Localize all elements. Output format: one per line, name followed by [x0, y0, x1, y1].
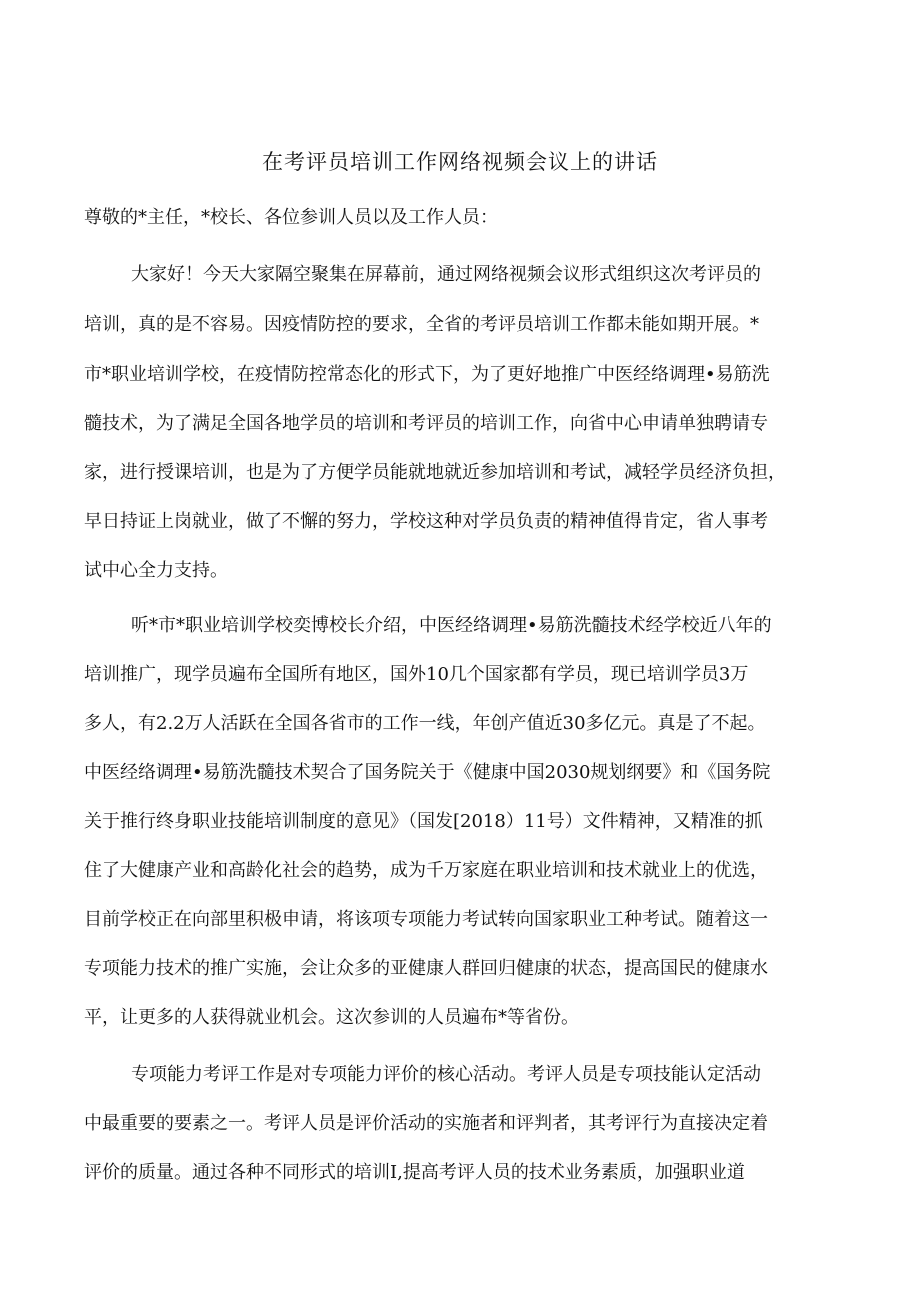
paragraph-1-line: 大家好！今天大家隔空聚集在屏幕前，通过网络视频会议形式组织这次考评员的 — [131, 264, 761, 285]
paragraph-2-line: 平，让更多的人获得就业机会。这次参训的人员遍布*等省份。 — [84, 1007, 579, 1028]
paragraph-1-line: 髓技术，为了满足全国各地学员的培训和考评员的培训工作，向省中心申请单独聘请专 — [84, 413, 768, 434]
paragraph-2-line: 培训推广，现学员遍布全国所有地区，国外10几个国家都有学员，现已培训学员3万 — [84, 664, 749, 685]
paragraph-2-line: 中医经络调理•易筋洗髓技术契合了国务院关于《健康中国2030规划纲要》和《国务院 — [84, 762, 771, 783]
paragraph-3-line: 专项能力考评工作是对专项能力评价的核心活动。考评人员是专项技能认定活动 — [131, 1064, 761, 1085]
paragraph-2-line: 听*市*职业培训学校奕博校长介绍，中医经络调理•易筋洗髓技术经学校近八年的 — [131, 615, 772, 636]
paragraph-2-line: 目前学校正在向部里积极申请，将该项专项能力考试转向国家职业工种考试。随着这一 — [84, 909, 768, 930]
salutation: 尊敬的*主任，*校长、各位参训人员以及工作人员： — [84, 207, 498, 228]
paragraph-2-line: 住了大健康产业和高龄化社会的趋势，成为千万家庭在职业培训和技术就业上的优选， — [84, 860, 768, 881]
paragraph-2-line: 多人，有2.2万人活跃在全国各省市的工作一线，年创产值近30多亿元。真是了不起。 — [84, 713, 766, 734]
paragraph-3-line: 中最重要的要素之一。考评人员是评价活动的实施者和评判者，其考评行为直接决定着 — [84, 1113, 768, 1134]
paragraph-1-line: 家，进行授课培训，也是为了方便学员能就地就近参加培训和考试，减轻学员经济负担， — [84, 462, 786, 483]
paragraph-1-line: 早日持证上岗就业，做了不懈的努力，学校这种对学员负责的精神值得肯定，省人事考 — [84, 511, 768, 532]
paragraph-3-line: 评价的质量。通过各种不同形式的培训I,提高考评人员的技术业务素质，加强职业道 — [84, 1162, 745, 1183]
paragraph-2-line: 关于推行终身职业技能培训制度的意见》（国发[2018）11号）文件精神，又精准的抓 — [84, 811, 763, 832]
paragraph-2-line: 专项能力技术的推广实施，会让众多的亚健康人群回归健康的状态，提高国民的健康水 — [84, 958, 768, 979]
page-title: 在考评员培训工作网络视频会议上的讲话 — [262, 150, 658, 174]
paragraph-1-line: 培训，真的是不容易。因疫情防控的要求，全省的考评员培训工作都未能如期开展。* — [84, 314, 759, 335]
paragraph-1-line: 市*职业培训学校，在疫情防控常态化的形式下，为了更好地推广中医经络调理•易筋洗 — [84, 364, 770, 385]
paragraph-1-line: 试中心全力支持。 — [84, 560, 228, 581]
